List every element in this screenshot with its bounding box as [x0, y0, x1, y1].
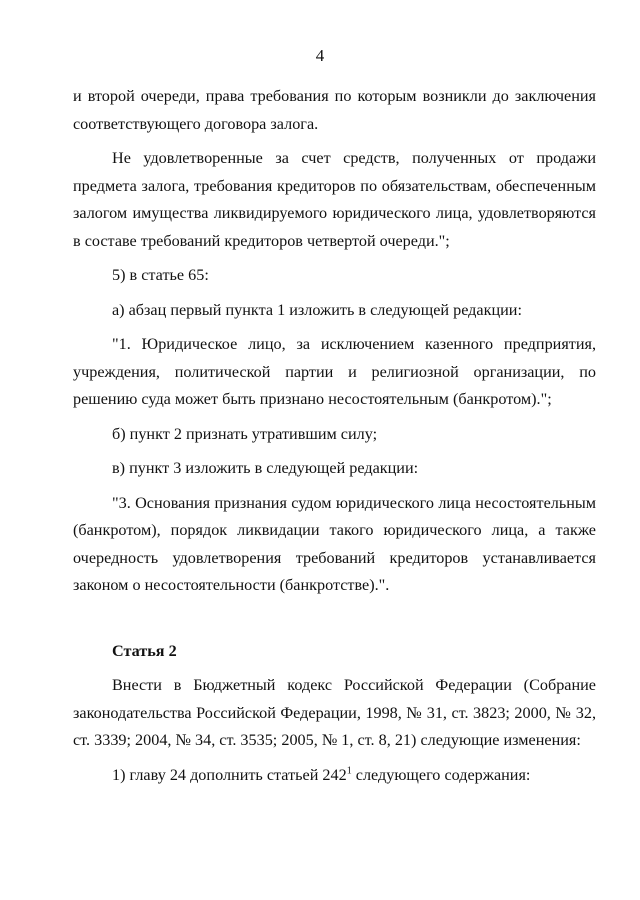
paragraph-10-text: 1) главу 24 дополнить статьей 242	[112, 765, 347, 784]
paragraph-1: и второй очереди, права требования по которым возникли до заключения соответствующего договора залога.	[73, 87, 596, 133]
paragraph-9: Внести в Бюджетный кодекс Российской Федерации (Собрание законодательства Российской Федерации, 1998, № 31, ст. 3823; 2000, № 32, ст. 3339; 2004, № 34, ст. 3535; 2005, № 1, ст. 8, 21) следующие изменения:	[73, 676, 596, 749]
document-body	[73, 83, 596, 789]
paragraph-8: "3. Основания признания судом юридического лица несостоятельным (банкротом), порядок ликвидации такого юридического лица, а также очередность удовлетворения требований кредиторов устанавливается законом о несостоятельности (банкротстве).".	[73, 493, 596, 594]
page-number: 4	[315, 46, 325, 65]
paragraph-2: Не удовлетворенные за счет средств, полученных от продажи предмета залога, требования кредиторов по обязательствам, обеспеченным залогом имущества ликвидируемого юридического лица, удовлетворяются в составе требований кредиторов четвертой очереди.";	[73, 149, 596, 250]
paragraph-5: "1. Юридическое лицо, за исключением казенного предприятия, учреждения, политической партии и религиозной организации, по решению суда может быть признано несостоятельным (банкротом).";	[73, 335, 596, 408]
paragraph-10	[73, 762, 596, 790]
paragraph-7: в) пункт 3 изложить в следующей редакции:	[112, 459, 419, 477]
article-heading: Статья 2	[112, 641, 177, 660]
paragraph-6: б) пункт 2 признать утратившим силу;	[112, 424, 378, 443]
paragraph-10-superscript: 1	[346, 765, 352, 777]
paragraph-3: 5) в статье 65:	[112, 266, 209, 284]
paragraph-4: а) абзац первый пункта 1 изложить в следующей редакции:	[112, 300, 522, 319]
paragraph-10-text-end: следующего содержания:	[351, 765, 531, 784]
